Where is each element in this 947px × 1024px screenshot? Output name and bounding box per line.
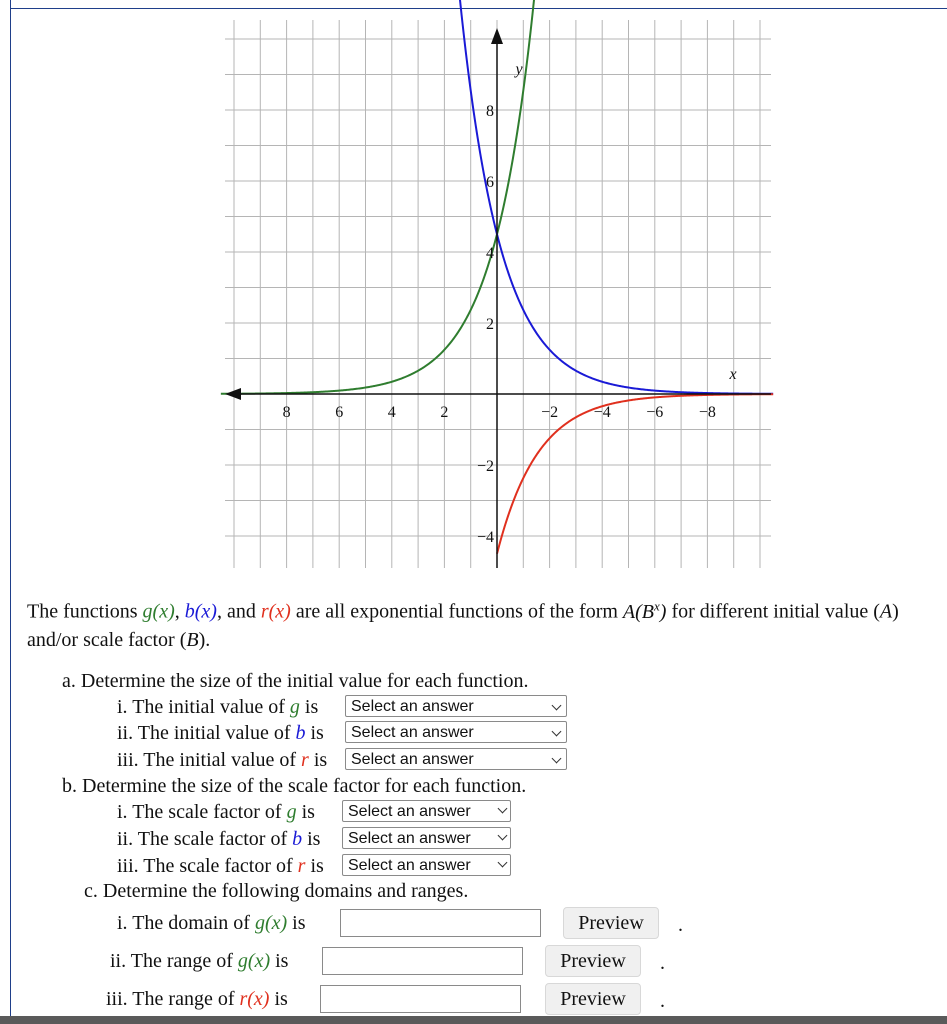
part-b-heading: b. Determine the size of the scale factor for each function. — [62, 775, 527, 797]
chevron-down-icon — [552, 727, 562, 737]
x-tick-label: 4 — [387, 404, 396, 421]
part-b-item-3: iii. The scale factor of r is — [117, 855, 324, 877]
x-tick-label: −8 — [698, 404, 716, 421]
chevron-down-icon — [498, 804, 508, 814]
part-a-heading: a. Determine the size of the initial value for each function. — [62, 670, 529, 692]
graph-axes — [225, 28, 771, 568]
form-expression: $A(B^x)$ — [622, 598, 667, 623]
y-axis-label: y — [515, 61, 523, 78]
x-tick-label: −2 — [541, 404, 559, 421]
x-tick-label: −4 — [593, 404, 611, 421]
part-b-item-1: i. The scale factor of g is — [117, 801, 315, 823]
preview-button-2[interactable]: Preview — [545, 945, 641, 977]
x-axis-arrow — [225, 388, 241, 400]
scale-factor-b-select[interactable]: Select an answer — [342, 827, 511, 849]
chevron-down-icon — [498, 831, 508, 841]
end-period: . — [678, 914, 683, 936]
part-c-item-3: iii. The range of r(x) is — [106, 988, 288, 1010]
part-b-item-2: ii. The scale factor of b is — [117, 828, 321, 850]
domain-g-input[interactable] — [340, 909, 541, 937]
bottom-scrollbar — [0, 1016, 947, 1024]
end-period: . — [660, 952, 665, 974]
graph-grid — [225, 20, 771, 568]
y-tick-label: 4 — [486, 245, 494, 262]
preview-button-1[interactable]: Preview — [563, 907, 659, 939]
y-tick-label: 6 — [486, 174, 494, 191]
end-period: . — [660, 990, 665, 1012]
chevron-down-icon — [498, 858, 508, 868]
y-tick-label: 2 — [486, 316, 494, 333]
part-c-heading: c. Determine the following domains and ranges. — [84, 880, 469, 902]
part-c-item-1: i. The domain of g(x) is — [117, 912, 306, 934]
part-a-item-1: i. The initial value of g is — [117, 696, 319, 718]
y-tick-label: 8 — [486, 103, 494, 120]
chevron-down-icon — [552, 701, 562, 711]
b-function-label: b(x) — [184, 600, 217, 623]
r-curve — [497, 394, 773, 554]
y-tick-label: −2 — [476, 458, 494, 475]
x-axis-label: x — [729, 366, 737, 383]
problem-statement: The functions g(x), b(x), and r(x) are all exponential functions of the form $A(B^x)$ for different initial value (A) and/or scale factor (B). — [27, 598, 899, 651]
part-a-item-3: iii. The initial value of r is — [117, 749, 328, 771]
range-r-input[interactable] — [320, 985, 521, 1013]
preview-button-3[interactable]: Preview — [545, 983, 641, 1015]
r-function-label: r(x) — [260, 600, 291, 623]
chevron-down-icon — [552, 754, 562, 764]
initial-value-g-select[interactable]: Select an answer — [345, 695, 567, 717]
y-tick-label: −4 — [476, 529, 494, 546]
scale-factor-g-select[interactable]: Select an answer — [342, 800, 511, 822]
graph-tick-labels — [283, 61, 737, 546]
initial-value-b-select[interactable]: Select an answer — [345, 721, 567, 743]
g-function-label: g(x) — [142, 600, 175, 623]
scale-factor-r-select[interactable]: Select an answer — [342, 854, 511, 876]
x-tick-label: 8 — [282, 404, 291, 421]
initial-value-r-select[interactable]: Select an answer — [345, 748, 567, 770]
y-axis-arrow — [491, 28, 503, 44]
part-c-item-2: ii. The range of g(x) is — [110, 950, 289, 972]
x-tick-label: −6 — [646, 404, 664, 421]
range-g-input[interactable] — [322, 947, 523, 975]
x-tick-label: 2 — [440, 404, 449, 421]
part-a-item-2: ii. The initial value of b is — [117, 722, 324, 744]
x-tick-label: 6 — [335, 404, 344, 421]
